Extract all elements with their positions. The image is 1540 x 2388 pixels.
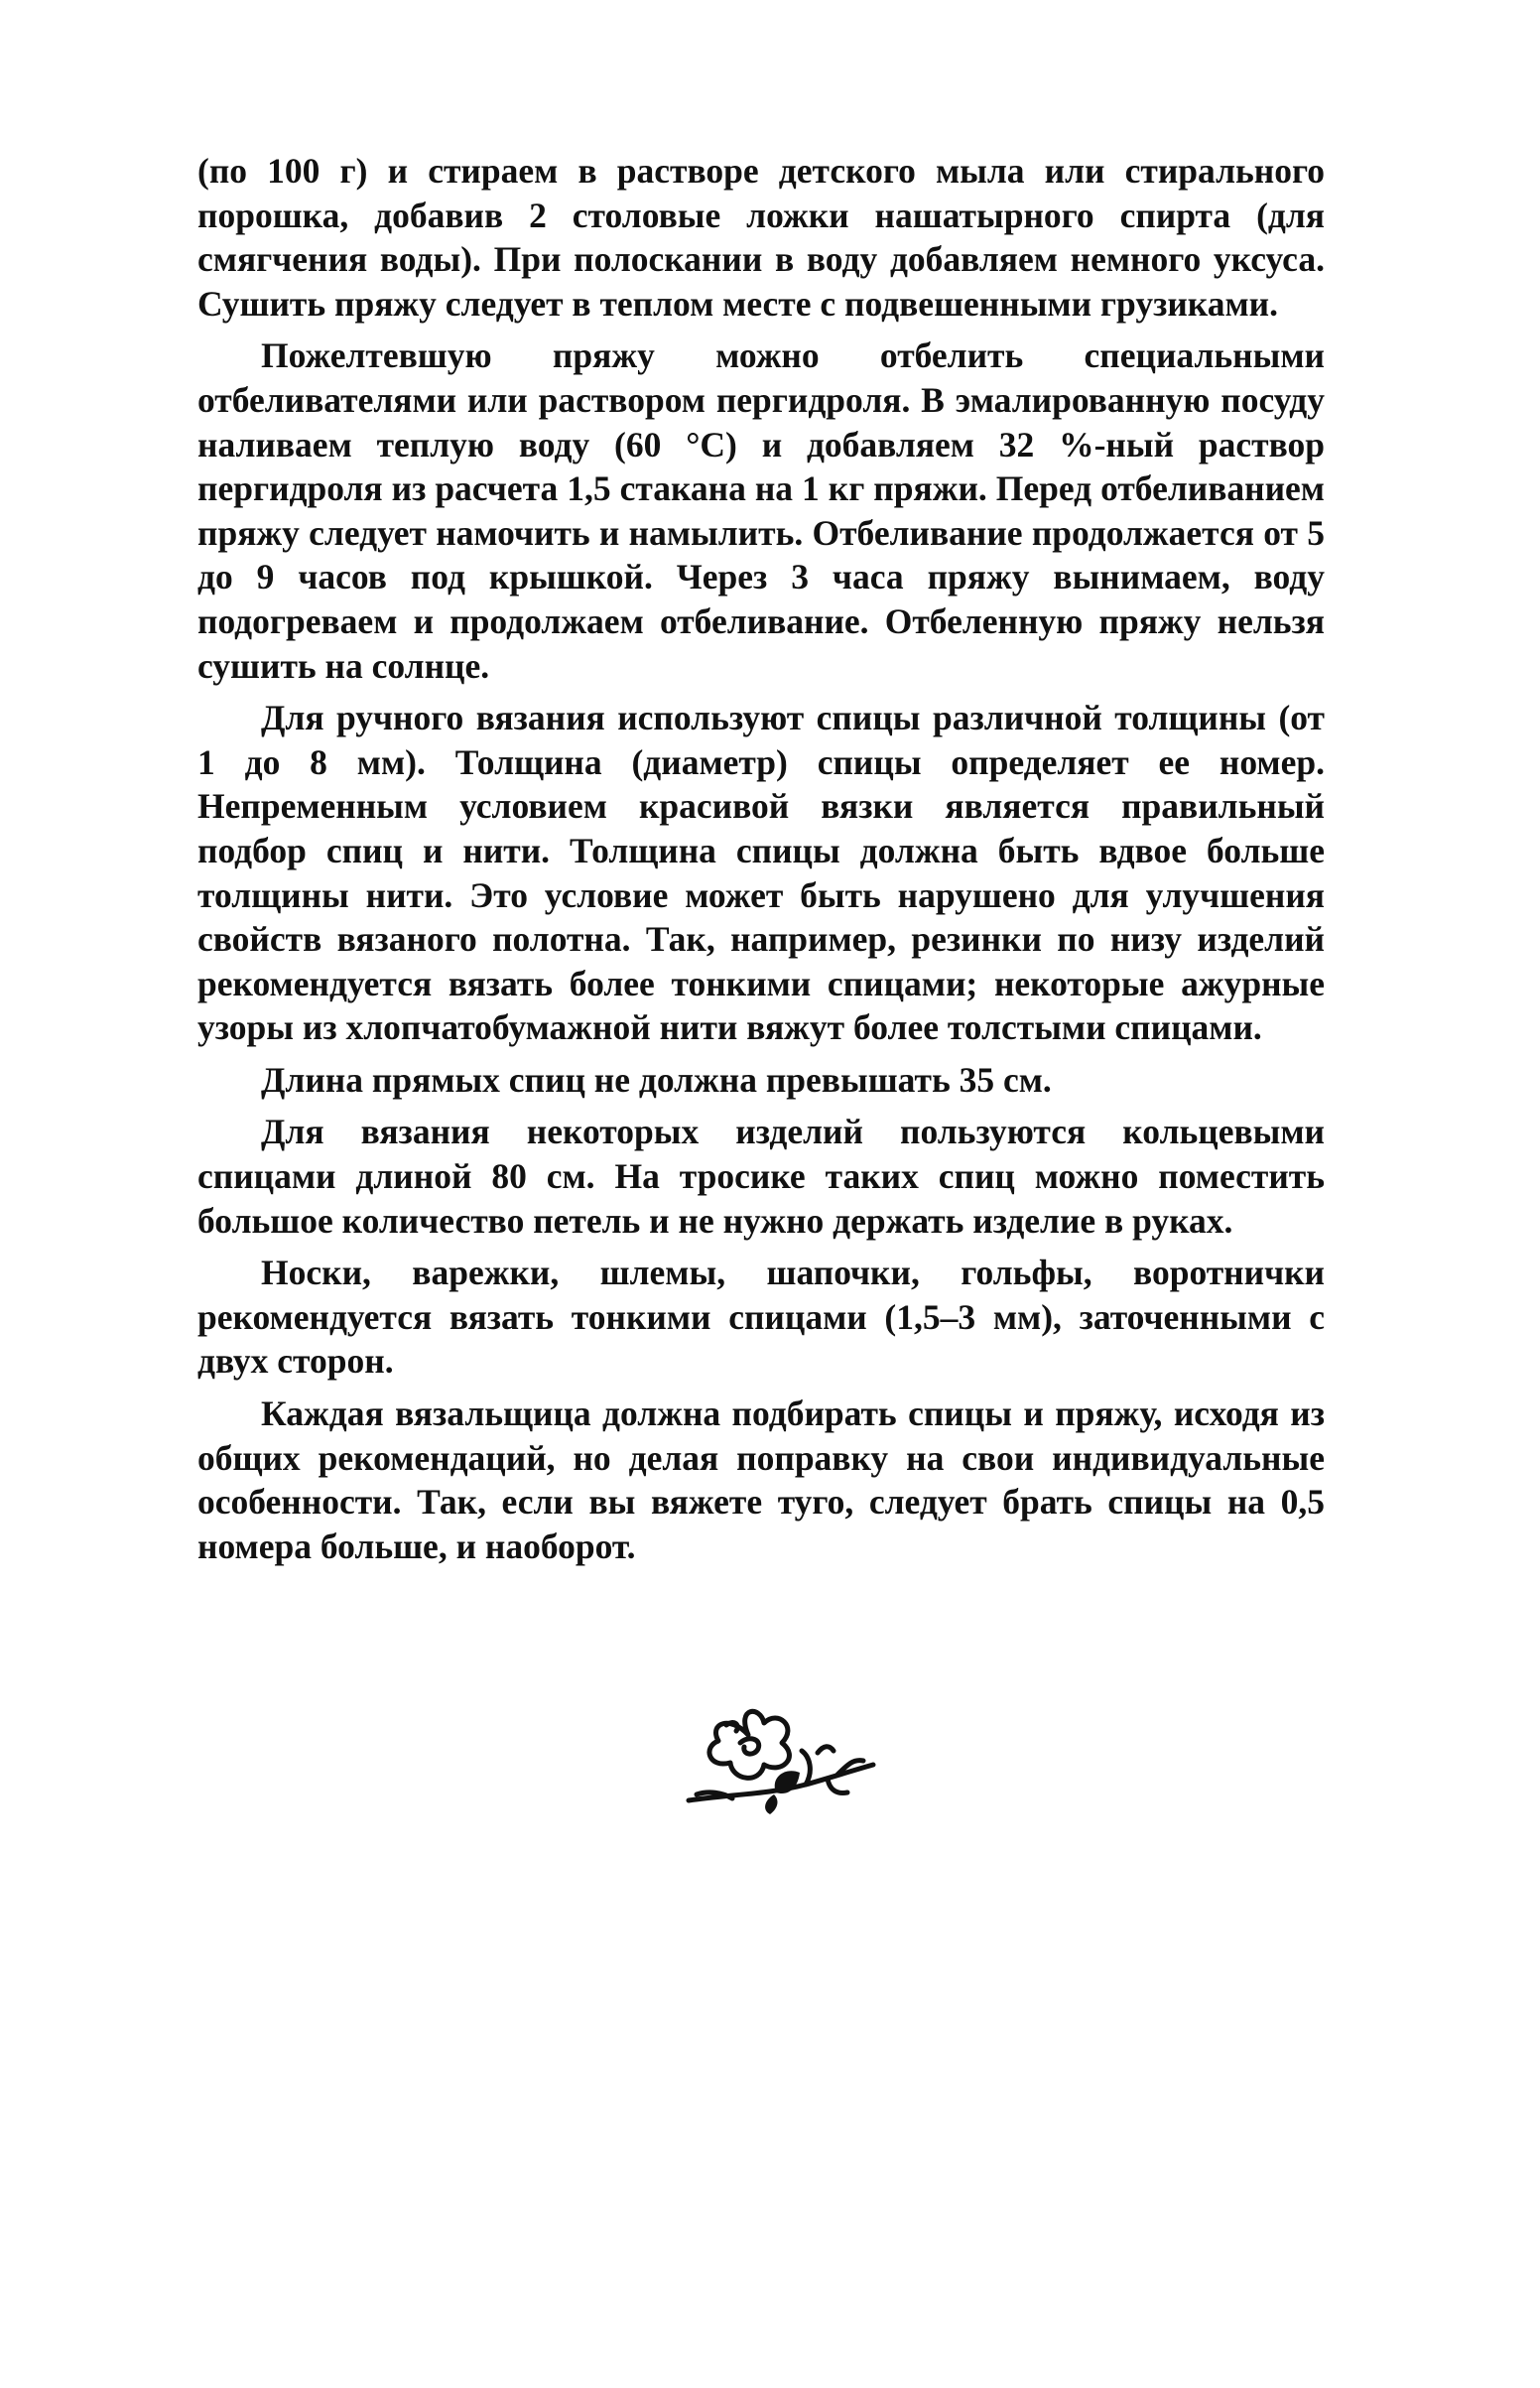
paragraph-double-pointed: Носки, варежки, шлемы, шапочки, гольфы, воротнички рекомендуется вязать тонкими спицами (1,5–3 мм), заточенными с двух сторон. [197, 1253, 1325, 1382]
paragraph-washing: (по 100 г) и стираем в растворе детского мыла или стирального порошка, добавив 2 столовые ложки нашатырного спирта (для смягчения воды). При полоскании в воду добавляем немного уксуса. Сушить пряжу следует в теплом месте с подвешенными грузиками. [197, 151, 1325, 324]
paragraph-needle-length: Длина прямых спиц не должна превышать 35 см. [261, 1059, 1052, 1100]
flower-ornament-icon [679, 1695, 883, 1818]
paragraph-needle-thickness: Для ручного вязания используют спицы различной толщины (от 1 до 8 мм). Толщина (диаметр) спицы определяет ее номер. Непременным условием красивой вязки является правильный подбор спиц и нити. Толщина спицы должна быть вдвое больше толщины нити. Это условие может быть нарушено для улучшения свойств вязаного полотна. Так, например, резинки по низу изделий рекомендуется вязать более тонкими спицами; некоторые ажурные узоры из хлопчатобумажной нити вяжут более толстыми спицами. [197, 698, 1325, 1048]
body-text [197, 149, 1325, 1576]
paragraph-circular-needles: Для вязания некоторых изделий пользуются кольцевыми спицами длиной 80 см. На тросике таких спиц можно поместить большое количество петель и не нужно держать изделие в руках. [197, 1112, 1325, 1241]
paragraph-bleaching: Пожелтевшую пряжу можно отбелить специальными отбеливателями или раствором пергидроля. В эмалированную посуду наливаем теплую воду (60 °С) и добавляем 32 %-ный раствор пергидроля из расчета 1,5 стакана на 1 кг пряжи. Перед отбеливанием пряжу следует намочить и намылить. Отбеливание продолжается от 5 до 9 часов под крышкой. Через 3 часа пряжу вынимаем, воду подогреваем и продолжаем отбеливание. Отбеленную пряжу нельзя сушить на солнце. [197, 335, 1325, 686]
paragraph-tension: Каждая вязальщица должна подбирать спицы и пряжу, исходя из общих рекомендаций, но делая поправку на свои индивидуальные особенности. Так, если вы вяжете туго, следует брать спицы на 0,5 номера больше, и наоборот. [197, 1393, 1325, 1566]
